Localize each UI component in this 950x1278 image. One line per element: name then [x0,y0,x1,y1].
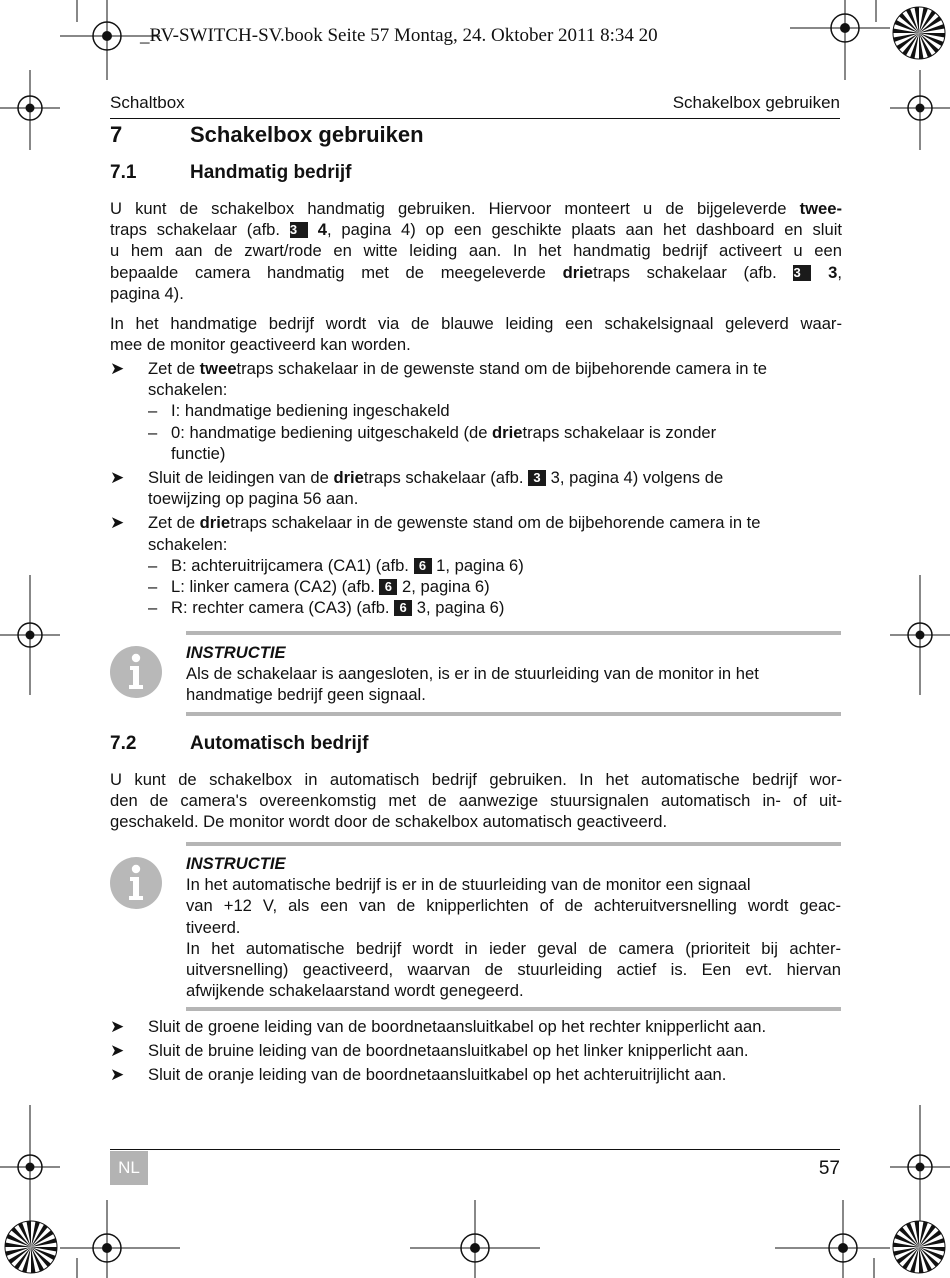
info-icon [109,856,163,910]
sub-list-item: – L: linker camera (CA2) (afb. 6 2, pagina 6) [148,577,490,597]
list-item: ➤ Sluit de oranje leiding van de boordnetaansluitkabel op het achteruitrijlicht aan. [110,1065,727,1085]
section-7-2-paragraph-1: U kunt de schakelbox in automatisch bedrijf gebruiken. In het automatische bedrijf wor- den de camera's overeenkomstig met de aanwezige stuursignalen automatisch in- of uit- geschakeld. De monitor wordt door de schakelbox automatisch geactiveerd. [110,770,842,832]
info-icon [109,645,163,699]
registration-mark-left-middle [0,575,60,695]
figure-ref-badge: 6 [379,579,397,595]
list-item: ➤ Sluit de leidingen van de drietraps schakelaar (afb. 3 3, pagina 4) volgens de toewijzing op pagina 56 aan. [110,468,724,509]
star-target-top-right [892,6,946,60]
section-title: Automatisch bedrijf [190,733,369,754]
language-badge: NL [110,1151,148,1185]
arrow-bullet-icon: ➤ [110,359,125,378]
arrow-bullet-icon: ➤ [110,468,125,488]
registration-mark-bottom-center [410,1200,540,1278]
section-7-1-paragraph-1: U kunt de schakelbox handmatig gebruiken. Hiervoor monteert u de bijgeleverde twee- traps schakelaar (afb. 3 4, pagina 4) op een geschikte plaats aan het dashboard en sluit u hem aan de zwart/rode en witte leiding aan. In het handmatig bedrijf activeert u een bepaalde camera handmatig met de meegeleverde drietraps schakelaar (afb. 3 3, pagina 4). [110,199,843,303]
section-heading-7-2 [110,733,368,755]
note-title: INSTRUCTIE [186,854,286,873]
arrow-bullet-icon: ➤ [110,513,125,533]
section-7-1-paragraph-2: In het handmatige bedrijf wordt via de blauwe leiding een schakelsignaal geleverd waar- mee de monitor geactiveerd kan worden. [110,314,842,355]
star-target-bottom-right [892,1220,946,1274]
star-target-bottom-left [4,1220,58,1274]
registration-mark-left-lower [0,1105,60,1225]
arrow-bullet-icon: ➤ [110,1041,125,1061]
figure-ref-badge: 3 [528,470,546,486]
sub-list-item: – I: handmatige bediening ingeschakeld [148,401,450,421]
registration-mark-bottom-left [60,1200,180,1278]
sub-list-item: – 0: handmatige bediening uitgeschakeld (de drietraps schakelaar is zonder functie) [148,422,717,463]
list-item: ➤ Sluit de bruine leiding van de boordnetaansluitkabel op het linker knipperlicht aan. [110,1041,749,1061]
section-title: Handmatig bedrijf [190,162,352,183]
footer-rule [110,1149,840,1150]
list-item: ➤ Zet de tweetraps schakelaar in de gewenste stand om de bijbehorende camera in te schakelen: – I: handmatige bediening ingeschakeld – 0: handmatige bediening uitgeschakeld (de drietraps schakelaar is zonder functie) [110,358,842,464]
registration-mark-right-middle [890,575,950,695]
section-number: 7.1 [110,162,137,183]
section-7-2-instruction-list [110,1016,842,1086]
running-header-left: Schaltbox [110,93,185,112]
figure-ref-badge: 3 [290,222,308,238]
registration-mark-left-upper [0,70,60,150]
registration-mark-bottom-right [775,1200,890,1278]
arrow-bullet-icon: ➤ [110,1017,125,1036]
arrow-bullet-icon: ➤ [110,1065,125,1085]
figure-ref-badge: 3 [793,265,811,281]
list-item: ➤ Sluit de groene leiding van de boordnetaansluitkabel op het rechter knipperlicht aan. [110,1017,767,1036]
registration-mark-top-right [790,0,890,80]
sub-list-item: – R: rechter camera (CA3) (afb. 6 3, pagina 6) [148,598,505,618]
print-slug: _RV-SWITCH-SV.book Seite 57 Montag, 24. Oktober 2011 8:34 20 [140,25,658,46]
instruction-note-2: INSTRUCTIE In het automatische bedrijf is er in de stuurleiding van de monitor een signaal van +12 V, als een van de knipperlichten of de achteruitversnelling wordt geac- tiveerd. In het automatische bedrijf wordt in ieder geval de camera (prioriteit bij achter- uitversnelling) geactiveerd, waarvan de stuurleiding actief is. Een evt. hiervan afwijkende schakelaarstand wordt genegeerd. [186,842,841,1011]
instruction-note-1: INSTRUCTIE Als de schakelaar is aangesloten, is er in de stuurleiding van de monitor in het handmatige bedrijf geen signaal. [186,631,841,716]
chapter-title: Schakelbox gebruiken [190,122,424,147]
section-7-1-instruction-list [110,358,842,618]
section-number: 7.2 [110,733,137,754]
chapter-number: 7 [110,122,123,147]
registration-mark-right-upper [890,70,950,150]
list-item: ➤ Zet de drietraps schakelaar in de gewenste stand om de bijbehorende camera in te schakelen: – B: achteruitrijcamera (CA1) (afb. 6 1, pagina 6) – L: linker camera (CA2) (afb. 6 2, pagina 6) – R: rechter camera (CA3) (afb. 6 3, pagina 6) [110,512,842,618]
header-rule [110,118,840,119]
registration-mark-right-lower [890,1105,950,1225]
running-header-right: Schakelbox gebruiken [672,93,840,112]
chapter-heading [110,122,424,148]
note-title: INSTRUCTIE [186,643,286,662]
figure-ref-badge: 6 [414,558,432,574]
sub-list-item: – B: achteruitrijcamera (CA1) (afb. 6 1, pagina 6) [148,555,524,575]
page-number: 57 [818,1158,840,1179]
figure-ref-badge: 6 [394,600,412,616]
section-heading-7-1 [110,162,352,184]
